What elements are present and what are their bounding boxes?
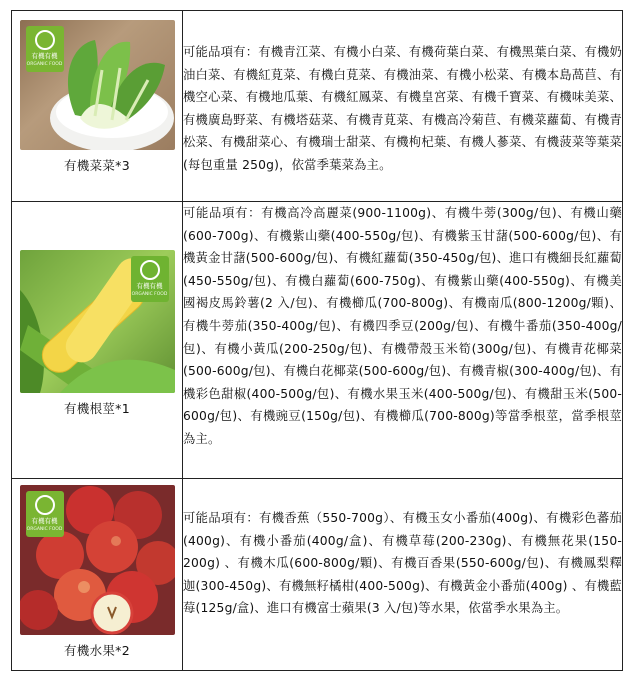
- logo-text: 有機有機: [31, 517, 58, 525]
- vegetable-photo: [20, 250, 175, 393]
- table-row: [12, 202, 623, 479]
- description-cell: [183, 11, 623, 202]
- leaf-logo-icon: [35, 30, 55, 50]
- product-table: [11, 10, 623, 671]
- item-caption: 有機菜菜*3: [63, 158, 130, 173]
- item-description: 可能品項有：有機青江菜、有機小白菜、有機荷葉白菜、有機黑葉白菜、有機奶油白菜、有機紅莧菜、有機白莧菜、有機油菜、有機小松菜、有機本島萵苣、有機空心菜、有機地瓜葉、有機紅鳳菜、有機皇宮菜、有機千寶菜、有機味美菜、有機廣島野菜、有機塔菇菜、有機青莧菜、有機高冷菊苣、有機菜蘿蔔、有機青松菜、有機甜菜心、有機瑞士甜菜、有機枸杞葉、有機人蔘菜、有機菠菜等葉菜(每包重量 250g)，依當季葉菜為主。: [183, 45, 622, 172]
- logo-subtext: ORGANIC FOOD: [26, 527, 63, 533]
- logo-subtext: ORGANIC FOOD: [131, 292, 168, 298]
- image-cell: [12, 11, 183, 202]
- image-cell: [12, 479, 183, 671]
- leaf-logo-icon: [35, 495, 55, 515]
- item-description: 可能品項有：有機香蕉（550-700g）、有機玉女小番茄(400g)、有機彩色蕃茄(400g)、有機小番茄(400g/盒)、有機草莓(200-230g)、有機無花果(150-200g) 、有機木瓜(600-800g/顆)、有機百香果(550-600g/包)、有機鳳梨釋迦(300-450g)、有機無籽橘柑(400-500g)、有機黃金小番茄(400g) 、有機藍莓(125g/盒)、進口有機富士蘋果(3 入/包)等水果，依當季水果為主。: [183, 511, 622, 616]
- logo-text: 有機有機: [136, 282, 163, 290]
- fruit-photo: [20, 485, 175, 635]
- description-cell: [183, 479, 623, 671]
- vegetable-photo: [20, 20, 175, 150]
- brand-logo: [131, 256, 169, 302]
- leaf-logo-icon: [140, 260, 160, 280]
- logo-text: 有機有機: [31, 52, 58, 60]
- brand-logo: [26, 491, 64, 537]
- item-caption: 有機水果*2: [63, 643, 130, 658]
- brand-logo: [26, 26, 64, 72]
- image-cell: [12, 202, 183, 479]
- table-row: [12, 11, 623, 202]
- item-description: 可能品項有：有機高冷高麗菜(900-1100g)、有機牛蒡(300g/包)、有機山藥(600-700g)、有機紫山藥(400-550g/包)、有機紫玉甘藷(500-600g/包)、有機黃金甘藷(500-600g/包)、有機紅蘿蔔(350-450g/包)、進口有機細長紅蘿蔔(450-550g/包)、有機白蘿蔔(600-750g)、有機紫山藥(400-550g)、有機美國褐皮馬鈴薯(2 入/包)、有機櫛瓜(700-800g)、有機南瓜(800-1200g/顆)、有機牛蒡茄(350-400g/包)、有機四季豆(200g/包)、有機牛番茄(350-400g/包)、有機小黃瓜(200-250g/包)、有機帶殼玉米筍(300g/包)、有機青花椰菜(500-600g/包)、有機白花椰菜(500-600g/包)、有機青椒(300-400g/包)、有機彩色甜椒(400-500g/包)、有機水果玉米(400-500g/包)、有機甜玉米(500-600g/包)、有機豌豆(150g/包)、有機櫛瓜(700-800g)等當季根莖，當季根莖為主。: [183, 206, 622, 446]
- table-row: [12, 479, 623, 671]
- item-caption: 有機根莖*1: [63, 401, 130, 416]
- description-cell: [183, 202, 623, 479]
- logo-subtext: ORGANIC FOOD: [26, 62, 63, 68]
